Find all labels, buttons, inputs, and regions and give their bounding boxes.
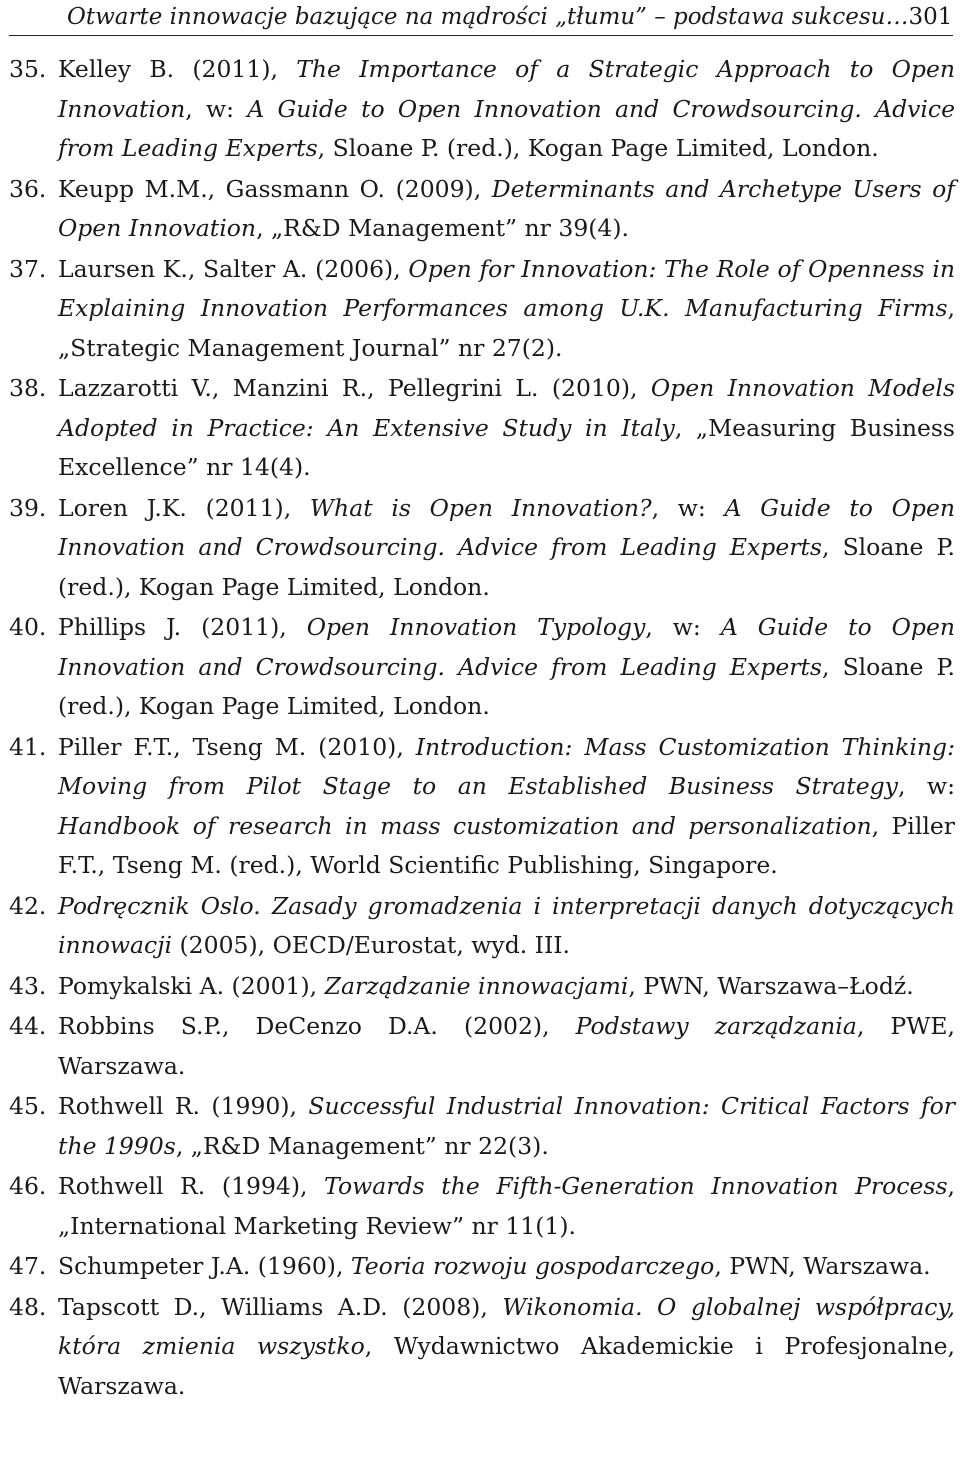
- reference-text: [58, 55, 955, 162]
- page-number: 301: [908, 4, 953, 30]
- reference-text: [58, 1293, 955, 1400]
- reference-item: [9, 170, 955, 249]
- reference-title-italic: A Guide to Open Innovation and Crowdsourcing. Advice from Leading Experts: [58, 613, 956, 681]
- reference-text-segment: , w:: [897, 772, 956, 800]
- reference-text: [58, 1252, 931, 1280]
- reference-text: [58, 1172, 955, 1240]
- reference-item: [9, 50, 955, 169]
- reference-text: [58, 613, 955, 720]
- reference-text-segment: Pomykalski A. (2001),: [58, 971, 325, 1000]
- reference-text-segment: , PWN, Warszawa.: [714, 1252, 931, 1280]
- reference-text-segment: Rothwell R. (1994),: [58, 1172, 325, 1200]
- reference-number: 35.: [9, 55, 47, 83]
- reference-text-segment: (2005), OECD/Eurostat, wyd. III.: [172, 931, 571, 959]
- reference-text-segment: , „R&D Management” nr 22(3).: [175, 1131, 549, 1160]
- reference-title-italic: Open for Innovation: The Role of Openness in Explaining Innovation Performances among U.K. Manufacturing Firms: [58, 254, 955, 322]
- reference-item: [9, 608, 955, 727]
- reference-text-segment: Keupp M.M., Gassmann O. (2009),: [58, 174, 492, 203]
- reference-number: 39.: [9, 493, 47, 522]
- reference-title-italic: Wikonomia. O globalnej współpracy, która zmienia wszystko: [58, 1292, 955, 1360]
- reference-item: [9, 369, 955, 488]
- reference-text: [58, 1012, 955, 1080]
- reference-number: 41.: [9, 732, 47, 761]
- reference-item: [9, 887, 955, 966]
- reference-item: [9, 1288, 955, 1407]
- reference-text-segment: Rothwell R. (1990),: [58, 1092, 309, 1120]
- reference-title-italic: The Importance of a Strategic Approach to Open Innovation: [58, 55, 955, 123]
- reference-title-italic: Determinants and Archetype Users of Open Innovation: [58, 174, 955, 242]
- reference-text-segment: , Sloane P. (red.), Kogan Page Limited, London.: [58, 533, 955, 601]
- reference-text: [58, 175, 955, 243]
- reference-number: 38.: [9, 374, 47, 402]
- reference-text-segment: , Wydawnictwo Akademickie i Profesjonalne, Warszawa.: [58, 1332, 955, 1400]
- reference-title-italic: Open Innovation Typology: [306, 613, 646, 641]
- reference-number: 42.: [9, 891, 47, 920]
- reference-text: [58, 1092, 955, 1160]
- reference-text: [58, 494, 955, 601]
- reference-title-italic: Towards the Fifth-Generation Innovation Process: [324, 1172, 948, 1200]
- reference-text-segment: Kelley B. (2011),: [58, 55, 297, 83]
- running-header: [9, 0, 953, 36]
- reference-title-italic: Podstawy zarządzania: [575, 1012, 857, 1040]
- reference-title-italic: Successful Industrial Innovation: Critical Factors for the 1990s: [58, 1092, 955, 1160]
- reference-item: [9, 1247, 955, 1287]
- reference-text-segment: Loren J.K. (2011),: [58, 493, 310, 522]
- reference-title-italic: Handbook of research in mass customization and personalization: [58, 811, 872, 840]
- reference-text-segment: Lazzarotti V., Manzini R., Pellegrini L. (2010),: [58, 374, 651, 402]
- reference-text-segment: , „International Marketing Review” nr 11(1).: [58, 1172, 955, 1240]
- reference-number: 44.: [9, 1012, 47, 1040]
- reference-text: [58, 374, 955, 481]
- running-title: Otwarte innowacje bazujące na mądrości „tłumu” – podstawa sukcesu…: [67, 4, 909, 30]
- reference-list: [9, 50, 955, 1407]
- reference-text-segment: , PWE, Warszawa.: [58, 1012, 955, 1080]
- reference-text-segment: , w:: [645, 613, 721, 641]
- reference-number: 36.: [9, 174, 47, 203]
- reference-text: [58, 972, 914, 1000]
- reference-number: 46.: [9, 1172, 47, 1200]
- reference-text-segment: , w:: [185, 94, 248, 123]
- reference-text-segment: , Sloane P. (red.), Kogan Page Limited, London.: [317, 134, 879, 162]
- reference-number: 43.: [9, 971, 47, 1000]
- reference-number: 37.: [9, 254, 47, 283]
- reference-title-italic: A Guide to Open Innovation and Crowdsourcing. Advice from Leading Experts: [58, 94, 956, 162]
- reference-item: [9, 967, 955, 1007]
- reference-title-italic: Open Innovation Models Adopted in Practice: An Extensive Study in Italy: [58, 374, 956, 442]
- reference-text-segment: , „R&D Management” nr 39(4).: [256, 214, 630, 242]
- reference-title-italic: Podręcznik Oslo. Zasady gromadzenia i interpretacji danych dotyczących innowacji: [58, 891, 955, 959]
- reference-text-segment: Schumpeter J.A. (1960),: [58, 1252, 351, 1280]
- reference-item: [9, 1087, 955, 1166]
- reference-text-segment: , PWN, Warszawa–Łodź.: [628, 971, 914, 1000]
- reference-number: 47.: [9, 1252, 47, 1280]
- reference-text-segment: Laursen K., Salter A. (2006),: [58, 254, 409, 283]
- reference-text: [58, 733, 955, 880]
- reference-title-italic: A Guide to Open Innovation and Crowdsourcing. Advice from Leading Experts: [58, 493, 955, 561]
- reference-title-italic: Zarządzanie innowacjami: [324, 971, 629, 1000]
- reference-text-segment: , Sloane P. (red.), Kogan Page Limited, London.: [58, 652, 955, 720]
- reference-text-segment: , „Strategic Management Journal” nr 27(2).: [58, 294, 955, 362]
- reference-text-segment: , w:: [651, 493, 725, 522]
- reference-item: [9, 489, 955, 608]
- reference-text-segment: Tapscott D., Williams A.D. (2008),: [58, 1292, 503, 1321]
- reference-text-segment: Robbins S.P., DeCenzo D.A. (2002),: [58, 1012, 576, 1040]
- reference-text-segment: Phillips J. (2011),: [58, 613, 307, 641]
- reference-number: 45.: [9, 1092, 47, 1120]
- reference-item: [9, 1167, 955, 1246]
- reference-number: 40.: [9, 613, 47, 641]
- reference-title-italic: Teoria rozwoju gospodarczego: [350, 1252, 715, 1280]
- reference-item: [9, 1007, 955, 1086]
- reference-number: 48.: [9, 1292, 47, 1321]
- reference-text: [58, 892, 955, 960]
- reference-item: [9, 728, 955, 886]
- reference-item: [9, 250, 955, 369]
- reference-text: [58, 255, 955, 362]
- reference-title-italic: Introduction: Mass Customization Thinking: Moving from Pilot Stage to an Established Business Strategy: [58, 732, 955, 800]
- reference-text-segment: , Piller F.T., Tseng M. (red.), World Scientific Publishing, Singapore.: [58, 811, 955, 879]
- reference-text-segment: Piller F.T., Tseng M. (2010),: [58, 732, 416, 761]
- reference-text-segment: , „Measuring Business Excellence” nr 14(4).: [58, 413, 955, 481]
- reference-title-italic: What is Open Innovation?: [309, 493, 652, 522]
